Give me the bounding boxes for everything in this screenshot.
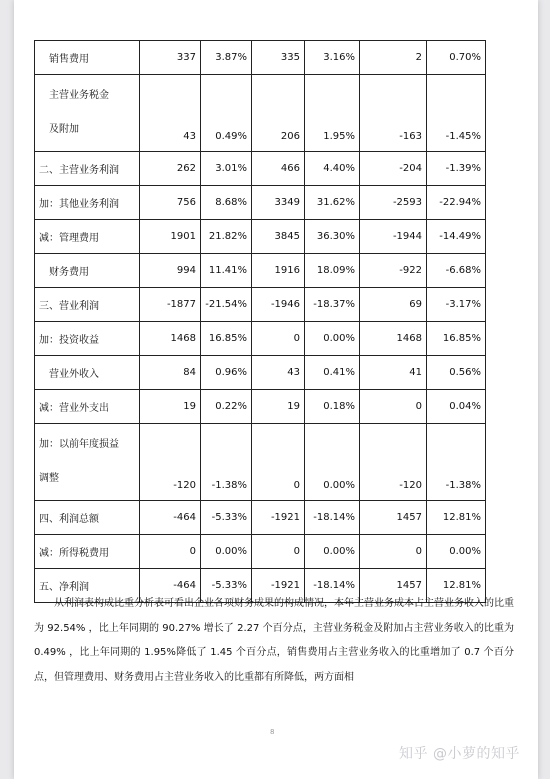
table-row (35, 535, 486, 569)
cell-value: -18.14% (305, 501, 360, 535)
cell-value: -1.39% (427, 152, 486, 186)
cell-value: -1.45% (427, 75, 486, 152)
cell-value: 0 (252, 424, 305, 501)
row-label (35, 75, 140, 152)
cell-value: 21.82% (201, 220, 252, 254)
row-label: 财务费用 (35, 254, 140, 288)
cell-value: 262 (140, 152, 201, 186)
row-label: 减：管理费用 (35, 220, 140, 254)
cell-value: 0.00% (305, 535, 360, 569)
row-label-line: 加：以前年度损益 (39, 439, 119, 450)
cell-value: 0 (360, 390, 427, 424)
table-row (35, 152, 486, 186)
row-label: 加：其他业务利润 (35, 186, 140, 220)
row-label: 二、主营业务利润 (35, 152, 140, 186)
cell-value: -22.94% (427, 186, 486, 220)
cell-value: 0.96% (201, 356, 252, 390)
cell-value: 0 (252, 535, 305, 569)
cell-value: -2593 (360, 186, 427, 220)
cell-value: 1457 (360, 569, 427, 603)
table-row (35, 75, 486, 152)
table-row (35, 390, 486, 424)
cell-value: 1468 (360, 322, 427, 356)
cell-value: -14.49% (427, 220, 486, 254)
cell-value: 3845 (252, 220, 305, 254)
cell-value: 206 (252, 75, 305, 152)
row-label: 加：投资收益 (35, 322, 140, 356)
table-row (35, 220, 486, 254)
cell-value: -5.33% (201, 501, 252, 535)
table-row (35, 288, 486, 322)
cell-value: 0.49% (201, 75, 252, 152)
cell-value: 16.85% (427, 322, 486, 356)
cell-value: 0 (252, 322, 305, 356)
cell-value: 18.09% (305, 254, 360, 288)
cell-value: 41 (360, 356, 427, 390)
row-label: 营业外收入 (35, 356, 140, 390)
cell-value: 0.41% (305, 356, 360, 390)
cell-value: -18.14% (305, 569, 360, 603)
cell-value: 43 (252, 356, 305, 390)
cell-value: -204 (360, 152, 427, 186)
row-label-line: 调整 (39, 473, 59, 484)
cell-value: 1916 (252, 254, 305, 288)
cell-value: -6.68% (427, 254, 486, 288)
cell-value: -18.37% (305, 288, 360, 322)
cell-value: 36.30% (305, 220, 360, 254)
cell-value: 0 (140, 535, 201, 569)
table-row (35, 41, 486, 75)
cell-value: 0.18% (305, 390, 360, 424)
cell-value: 335 (252, 41, 305, 75)
cell-value: 4.40% (305, 152, 360, 186)
cell-value: 0.22% (201, 390, 252, 424)
table-row (35, 186, 486, 220)
cell-value: 0.00% (427, 535, 486, 569)
row-label-line: 主营业务税金 (49, 90, 109, 101)
cell-value: -464 (140, 501, 201, 535)
table-row (35, 322, 486, 356)
cell-value: 994 (140, 254, 201, 288)
cell-value: 43 (140, 75, 201, 152)
cell-value: 31.62% (305, 186, 360, 220)
cell-value: -163 (360, 75, 427, 152)
analysis-paragraph: 从利润表构成比重分析表可看出企业各项财务成果的构成情况，本年主营业务成本占主营业务收入的比重为 92.54% ，比上年同期的 90.27% 增长了 2.27 个百分点，主营业务税金及附加占主营业务收入的比重为 0.49% ，比上年同期的 1.95%降低了 1.45 个百分点，销售费用占主营业务收入的比重增加了 0.7 个百分点，但管理费用、财务费用占主营业务收入的比重都有所降低，两方面相 (34, 598, 514, 683)
cell-value: 84 (140, 356, 201, 390)
document-page (14, 0, 538, 779)
cell-value: 1468 (140, 322, 201, 356)
cell-value: 0.00% (201, 535, 252, 569)
cell-value: 11.41% (201, 254, 252, 288)
cell-value: -120 (140, 424, 201, 501)
cell-value: 3.87% (201, 41, 252, 75)
cell-value: 1901 (140, 220, 201, 254)
cell-value: 756 (140, 186, 201, 220)
row-label: 减：所得税费用 (35, 535, 140, 569)
cell-value: 69 (360, 288, 427, 322)
cell-value: -5.33% (201, 569, 252, 603)
cell-value: 1457 (360, 501, 427, 535)
cell-value: -1944 (360, 220, 427, 254)
cell-value: 0.00% (305, 424, 360, 501)
cell-value: 466 (252, 152, 305, 186)
watermark: 知乎 @小萝的知乎 (399, 746, 520, 762)
cell-value: -21.54% (201, 288, 252, 322)
cell-value: 337 (140, 41, 201, 75)
cell-value: 12.81% (427, 569, 486, 603)
cell-value: 3349 (252, 186, 305, 220)
cell-value: 16.85% (201, 322, 252, 356)
table-row (35, 501, 486, 535)
cell-value: -1921 (252, 501, 305, 535)
page-number: 8 (270, 728, 275, 736)
cell-value: 3.16% (305, 41, 360, 75)
row-label: 五、净利润 (35, 569, 140, 603)
cell-value: 0.56% (427, 356, 486, 390)
cell-value: 0.04% (427, 390, 486, 424)
cell-value: 2 (360, 41, 427, 75)
table-row (35, 424, 486, 501)
cell-value: 12.81% (427, 501, 486, 535)
cell-value: -922 (360, 254, 427, 288)
table-row (35, 254, 486, 288)
cell-value: 19 (140, 390, 201, 424)
cell-value: 19 (252, 390, 305, 424)
cell-value: -1946 (252, 288, 305, 322)
cell-value: -1877 (140, 288, 201, 322)
row-label-line: 及附加 (49, 124, 79, 135)
row-label: 减：营业外支出 (35, 390, 140, 424)
cell-value: 0.00% (305, 322, 360, 356)
row-label (35, 424, 140, 501)
cell-value: 8.68% (201, 186, 252, 220)
cell-value: 0.70% (427, 41, 486, 75)
cell-value: 3.01% (201, 152, 252, 186)
cell-value: -120 (360, 424, 427, 501)
cell-value: 1.95% (305, 75, 360, 152)
row-label: 三、营业利润 (35, 288, 140, 322)
cell-value: -1.38% (201, 424, 252, 501)
table-row (35, 356, 486, 390)
row-label: 销售费用 (35, 41, 140, 75)
cell-value: -464 (140, 569, 201, 603)
cell-value: -3.17% (427, 288, 486, 322)
profit-structure-table (34, 40, 486, 603)
cell-value: -1.38% (427, 424, 486, 501)
row-label: 四、利润总额 (35, 501, 140, 535)
cell-value: 0 (360, 535, 427, 569)
cell-value: -1921 (252, 569, 305, 603)
